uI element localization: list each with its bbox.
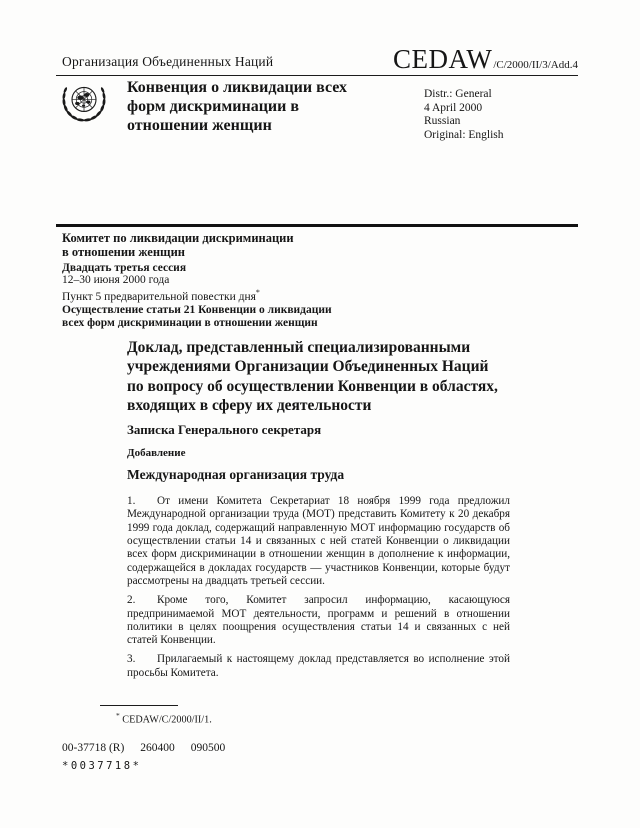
convention-title xyxy=(127,78,397,135)
addendum-label: Добавление xyxy=(127,447,186,460)
convention-title-line: форм дискриминации в xyxy=(127,98,300,115)
header-divider xyxy=(56,75,578,76)
section-heading: Международная организация труда xyxy=(127,467,345,483)
agenda-item-title xyxy=(62,304,332,330)
session-dates: 12–30 июня 2000 года xyxy=(62,274,170,287)
un-emblem-icon xyxy=(57,79,111,127)
distr-date: 4 April 2000 xyxy=(424,101,483,114)
paragraph-1 xyxy=(127,495,510,588)
report-title-line: по вопросу об осуществлении Конвенции в областях, xyxy=(127,377,498,395)
distr-language: Russian xyxy=(424,115,461,128)
report-title-line: учреждениями Организации Объединенных Наций xyxy=(127,358,489,376)
footnote-marker: * xyxy=(116,711,120,720)
convention-title-line: отношении женщин xyxy=(127,117,272,134)
footnote-marker: * xyxy=(255,287,260,297)
main-content xyxy=(127,338,510,686)
agenda-item: Пункт 5 предварительной повестки дня* xyxy=(62,287,260,303)
barcode-text: *0037718* xyxy=(62,760,142,772)
distr-original: Original: English xyxy=(424,128,504,141)
report-title xyxy=(127,338,510,415)
document-symbol-main: CEDAW xyxy=(393,44,493,74)
footer-job-number: 00-37718 (R) xyxy=(62,742,125,754)
report-title-line: входящих в сферу их деятельности xyxy=(127,396,372,414)
paragraph-3 xyxy=(127,653,510,680)
paragraph-number: 1. xyxy=(127,495,136,508)
committee-name-line: в отношении женщин xyxy=(62,245,185,259)
section-divider xyxy=(56,224,578,227)
committee-name-line: Комитет по ликвидации дискриминации xyxy=(62,231,294,245)
report-title-line: Доклад, представленный специализированными xyxy=(127,339,471,356)
org-name: Организация Объединенных Наций xyxy=(62,54,274,69)
paragraph-number: 3. xyxy=(127,653,136,666)
paragraph-text: От имени Комитета Секретариат 18 ноября 1999 года предложил Международной организации труда (МОТ) представить Комитету к 20 декабря 1999 года доклад, содержащий направленную МОТ информацию государств об осуществлении статьи 14 и связанных с ней статей Конвенции о ликвидации всех форм дискриминации в отношении женщин в дополнение к информации, содержащейся в докладах государств — участников Конвенции, которые будут рассмотрены на двадцать третьей сессии. xyxy=(127,495,510,587)
footnote xyxy=(100,705,212,725)
body-paragraphs xyxy=(127,495,510,680)
agenda-item-title-line: всех форм дискриминации в отношении женщин xyxy=(62,316,318,329)
note-subtitle: Записка Генерального секретаря xyxy=(127,422,322,438)
paragraph-text: Прилагаемый к настоящему доклад представляется во исполнение этой просьбы Комитета. xyxy=(127,653,510,679)
paragraph-2 xyxy=(127,594,510,647)
committee-block xyxy=(62,231,332,330)
distr-type: Distr.: General xyxy=(424,88,492,100)
footer-date-1: 260400 xyxy=(140,742,175,754)
distribution-block xyxy=(424,88,504,142)
footer-document-id xyxy=(62,742,241,754)
document-symbol-suffix: /C/2000/II/3/Add.4 xyxy=(493,59,578,71)
committee-name xyxy=(62,231,332,259)
paragraph-number: 2. xyxy=(127,594,136,607)
session-title: Двадцать третья сессия xyxy=(62,262,187,274)
footnote-text: * CEDAW/C/2000/II/1. xyxy=(116,711,212,726)
footer-date-2: 090500 xyxy=(190,742,226,754)
agenda-item-title-line: Осуществление статьи 21 Конвенции о ликвидации xyxy=(62,303,332,316)
footnote-divider xyxy=(100,705,178,706)
document-symbol xyxy=(393,44,578,75)
convention-title-line: Конвенция о ликвидации всех xyxy=(127,79,348,96)
paragraph-text: Кроме того, Комитет запросил информацию, касающуюся предпринимаемой МОТ деятельности, программ и решений в отношении политики в целях поощрения осуществления статьи 14 и связанных с ней статей Конвенции. xyxy=(127,594,510,647)
